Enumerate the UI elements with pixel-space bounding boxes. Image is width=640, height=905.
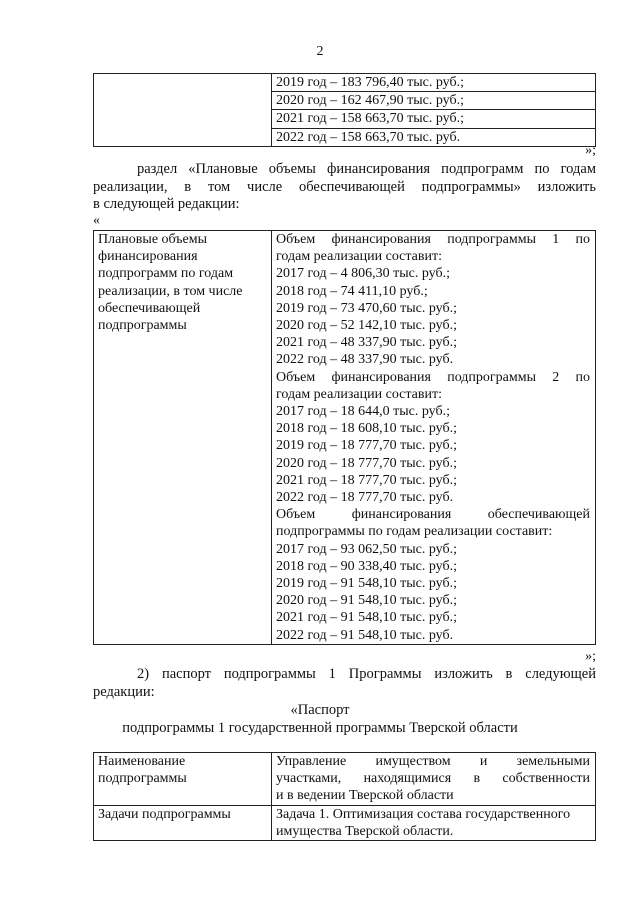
- funding-row: 2021 год – 158 663,70 тыс. руб.;: [272, 110, 595, 128]
- funding-years-cell: [272, 74, 596, 147]
- cell-text-line: 2019 год – 18 777,70 тыс. руб.;: [276, 438, 457, 454]
- cell-text-line: 2021 год – 91 548,10 тыс. руб.;: [276, 610, 457, 626]
- section-paragraph: [93, 161, 596, 214]
- cell-text-line: 2020 год – 18 777,70 тыс. руб.;: [276, 455, 457, 471]
- open-quote: «: [93, 213, 100, 228]
- cell-text-line: подпрограммы по годам реализации составит:: [276, 524, 553, 540]
- subprogram-tasks-value: [272, 805, 596, 840]
- cell-text-line: и в ведении Тверской области: [276, 788, 454, 804]
- cell-text-line: Объем финансирования подпрограммы 1 по: [276, 232, 590, 247]
- funding-table-continuation: [93, 73, 596, 147]
- funding-row: 2022 год – 158 663,70 тыс. руб.: [276, 129, 461, 145]
- paragraph-line: раздел «Плановые объемы финансирования подпрограмм по годам: [137, 161, 596, 177]
- subprogram-name-label: [94, 753, 272, 806]
- empty-left-cell: [94, 74, 272, 147]
- cell-text-line: 2018 год – 18 608,10 тыс. руб.;: [276, 421, 457, 437]
- passport-heading: «Паспорт: [290, 702, 350, 718]
- paragraph-line: редакции:: [93, 683, 155, 700]
- cell-text-line: участками, находящимися в собственности: [276, 771, 590, 787]
- cell-text-line: имущества Тверской области.: [276, 823, 454, 839]
- cell-text-line: 2017 год – 93 062,50 тыс. руб.;: [276, 541, 457, 557]
- paragraph-line: 2) паспорт подпрограммы 1 Программы изложить в следующей: [137, 666, 596, 682]
- label-line: Наименование: [98, 754, 186, 769]
- subprogram-name-value: [272, 753, 596, 806]
- subprogram-tasks-label: Задачи подпрограммы: [94, 805, 272, 840]
- passport-paragraph: [93, 666, 596, 701]
- cell-text-line: 2019 год – 73 470,60 тыс. руб.;: [276, 300, 457, 316]
- label-line: подпрограммы: [98, 771, 187, 787]
- passport-subheading: подпрограммы 1 государственной программы Тверской области: [122, 720, 518, 736]
- funding-row: 2019 год – 183 796,40 тыс. руб.;: [272, 74, 595, 92]
- page-number: 2: [316, 44, 324, 59]
- cell-text-line: Объем финансирования обеспечивающей: [276, 507, 590, 523]
- cell-text-line: Задача 1. Оптимизация состава государственного: [276, 806, 571, 822]
- closing-quote-1: »;: [585, 143, 596, 158]
- cell-text-line: 2018 год – 90 338,40 тыс. руб.;: [276, 558, 457, 574]
- label-line: обеспечивающей: [98, 300, 201, 316]
- planned-funding-label-cell: [94, 231, 272, 645]
- cell-text-line: 2018 год – 74 411,10 руб.;: [276, 283, 428, 299]
- funding-row: 2020 год – 162 467,90 тыс. руб.;: [272, 92, 595, 110]
- cell-text-line: 2020 год – 52 142,10 тыс. руб.;: [276, 318, 457, 334]
- cell-text-line: 2017 год – 18 644,0 тыс. руб.;: [276, 404, 450, 420]
- cell-text-line: 2022 год – 18 777,70 тыс. руб.: [276, 490, 454, 506]
- closing-quote-2: »;: [585, 649, 596, 664]
- cell-text-line: годам реализации составит:: [276, 249, 442, 265]
- cell-text-line: 2020 год – 91 548,10 тыс. руб.;: [276, 593, 457, 609]
- label-line: подпрограмм по годам: [98, 266, 234, 282]
- passport-table: [93, 752, 596, 841]
- cell-text-line: Объем финансирования подпрограммы 2 по: [276, 369, 590, 385]
- cell-text-line: 2019 год – 91 548,10 тыс. руб.;: [276, 576, 457, 592]
- cell-text-line: 2022 год – 91 548,10 тыс. руб.: [276, 627, 454, 643]
- paragraph-line: в следующей редакции:: [93, 196, 240, 212]
- label-line: подпрограммы: [98, 318, 187, 334]
- label-line: Плановые объемы: [98, 232, 208, 247]
- cell-text-line: 2017 год – 4 806,30 тыс. руб.;: [276, 266, 450, 282]
- label-line: финансирования: [98, 249, 198, 265]
- cell-text-line: 2021 год – 48 337,90 тыс. руб.;: [276, 335, 457, 351]
- cell-text-line: Управление имуществом и земельными: [276, 754, 590, 769]
- paragraph-line: реализации, в том числе обеспечивающей подпрограммы» изложить: [93, 178, 596, 195]
- planned-funding-values-cell: [272, 231, 596, 645]
- label-line: реализации, в том числе: [98, 283, 243, 299]
- cell-text-line: 2021 год – 18 777,70 тыс. руб.;: [276, 472, 457, 488]
- cell-text-line: 2022 год – 48 337,90 тыс. руб.: [276, 352, 454, 368]
- cell-text-line: годам реализации составит:: [276, 386, 442, 402]
- planned-funding-table: [93, 230, 596, 645]
